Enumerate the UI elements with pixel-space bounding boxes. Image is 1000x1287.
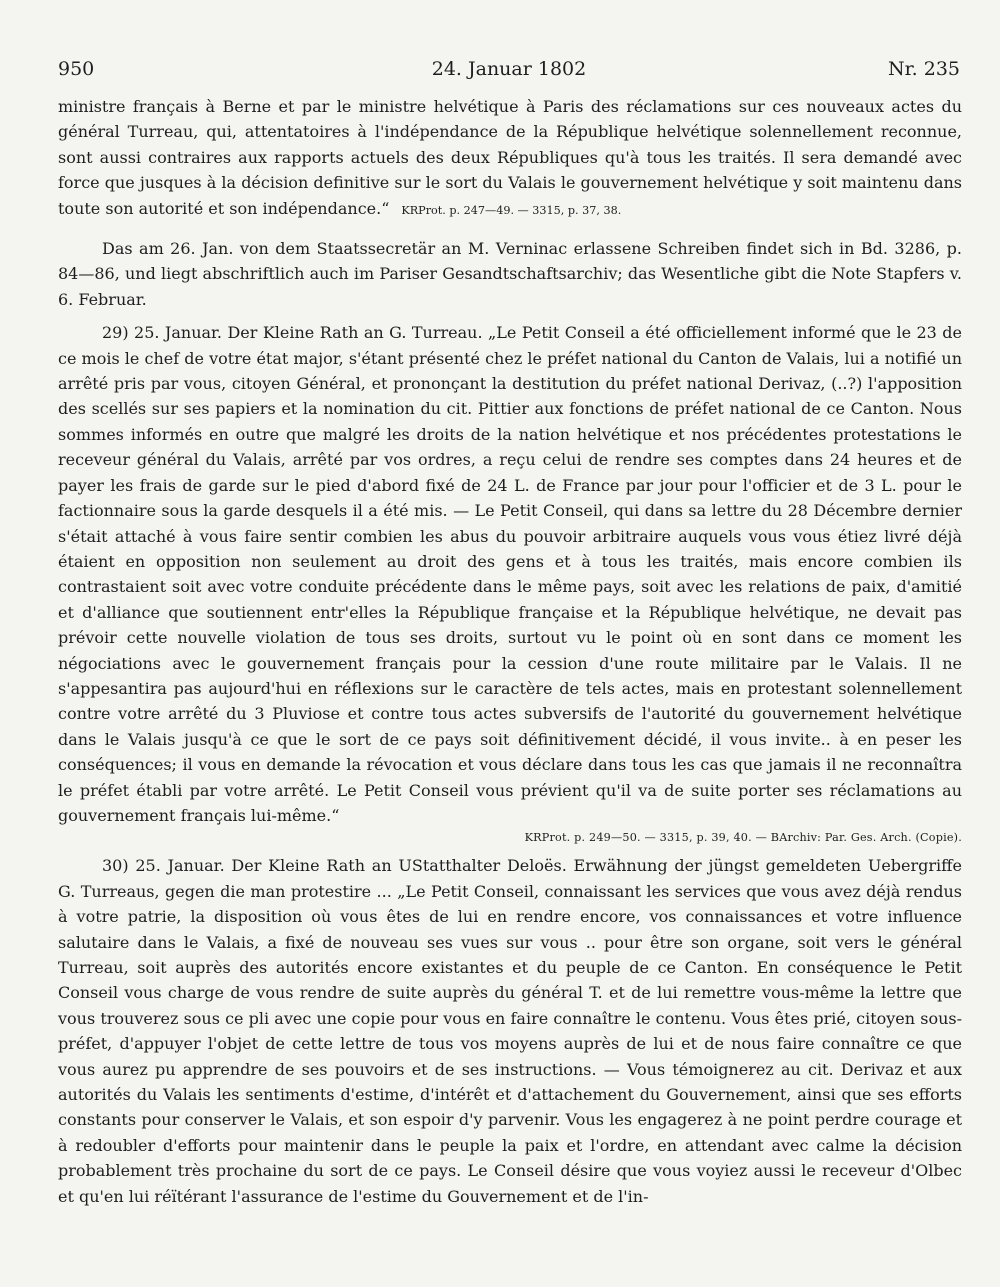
continued-paragraph-text: ministre français à Berne et par le ministre helvétique à Paris des réclamations sur ces nouveaux actes du général Turreau, qui, attentatoires à l'indépendance de la République helvétique solennellement reconnue, sont aussi contraires aux rapports actuels des deux Républiques qu'à tous les traités. Il sera demandé avec force que jusques à la décision definitive sur le sort du Valais le gouvernement helvétique y soit maintenu dans toute son autorité et son indépendance.“ — [58, 97, 962, 218]
spacer — [58, 312, 962, 320]
spacer — [58, 223, 962, 236]
page-number: 950 — [58, 58, 95, 80]
editorial-note: Das am 26. Jan. von dem Staatssecretär an M. Verninac erlassene Schreiben findet sich in Bd. 3286, p. 84—86, und liegt abschriftlich auch im Pariser Gesandtschaftsarchiv; das Wesentliche gibt die Note Stapfers v. 6. Februar. — [58, 239, 962, 309]
continued-paragraph — [58, 94, 962, 223]
page-header — [58, 58, 960, 88]
page-body — [58, 94, 962, 1209]
spacer — [58, 846, 962, 853]
entry-29: 29) 25. Januar. Der Kleine Rath an G. Turreau. „Le Petit Conseil a été officiellement informé que le 23 de ce mois le chef de votre état major, s'étant présenté chez le préfet national du Canton de Valais, lui a notifié un arrêté pris par vous, citoyen Général, et prononçant la destitution du préfet national Derivaz, (..?) l'apposition des scellés sur ses papiers et la nomination du cit. Pittier aux fonctions de préfet national de ce Canton. Nous sommes informés en outre que malgré les droits de la nation helvétique et nos précédentes protestations le receveur général du Valais, arrêté par vos ordres, a reçu celui de rendre ses comptes dans 24 heures et de payer les frais de garde sur le pied d'abord fixé de 24 L. de France par jour pour l'officier et de 3 L. pour le factionnaire sous la garde desquels il a été mis. — Le Petit Conseil, qui dans sa lettre du 28 Décembre dernier s'était attaché à vous faire sentir combien les abus du pouvoir arbitraire auquels vous vous étiez livré déjà étaient en opposition non seulement au droit des gens et à tous les traités, mais encore combien ils contrastaient soit avec votre conduite précédente dans le même pays, soit avec les relations de paix, d'amitié et d'alliance que soutiennent entr'elles la République française et la République helvétique, ne devait pas prévoir cette nouvelle violation de tous ses droits, surtout vu le point où en sont dans ce moment les négociations avec le gouvernement français pour la cession d'une route militaire par le Valais. Il ne s'appesantira pas aujourd'hui en réflexions sur le caractère de tels actes, mais en protestant solennellement contre votre arrêté du 3 Pluviose et contre tous actes subversifs de l'autorité du gouvernement helvétique dans le Valais jusqu'à ce que le sort de ce pays soit définitivement décidé, il vous invite.. à en peser les conséquences; il vous en demande la révocation et vous déclare dans tous les cas que jamais il ne reconnaîtra le préfet établi par votre arrêté. Le Petit Conseil vous prévient qu'il va de suite porter ses réclamations au gouvernement français lui-même.“ — [58, 323, 962, 825]
entry-29-reference: KRProt. p. 249—50. — 3315, p. 39, 40. — BArchiv: Par. Ges. Arch. (Copie). — [524, 831, 962, 845]
header-date: 24. Januar 1802 — [431, 58, 587, 80]
source-reference: KRProt. p. 247—49. — 3315, p. 37, 38. — [401, 203, 622, 217]
document-number: Nr. 235 — [888, 58, 960, 80]
entry-30: 30) 25. Januar. Der Kleine Rath an UStatthalter Deloës. Erwähnung der jüngst gemeldeten Uebergriffe G. Turreaus, gegen die man protestire ... „Le Petit Conseil, connaissant les services que vous avez déjà rendus à votre patrie, la disposition où vous êtes de lui en rendre encore, vos connaissances et votre influence salutaire dans le Valais, a fixé de nouveau ses vues sur vous .. pour être son organe, soit vers le général Turreau, soit auprès des autorités encore existantes et du peuple de ce Canton. En conséquence le Petit Conseil vous charge de vous rendre de suite auprès du général T. et de lui remettre vous-même la lettre que vous trouverez sous ce pli avec une copie pour vous en faire connaître le contenu. Vous êtes prié, citoyen sous-préfet, d'appuyer l'objet de cette lettre de tous vos moyens auprès de lui et de nous faire connaître ce que vous aurez pu apprendre de ses pouvoirs et de ses instructions. — Vous témoignerez au cit. Derivaz et aux autorités du Valais les sentiments d'estime, d'intérêt et d'attachement du Gouvernement, ainsi que ses efforts constants pour conserver le Valais, et son espoir d'y parvenir. Vous les engagerez à ne point perdre courage et à redoubler d'efforts pour maintenir dans le peuple la paix et l'ordre, en attendant avec calme la décision probablement très prochaine du sort de ce pays. Le Conseil désire que vous voyiez aussi le receveur d'Olbec et qu'en lui réïtérant l'assurance de l'estime du Gouvernement et de l'in- — [58, 856, 962, 1206]
